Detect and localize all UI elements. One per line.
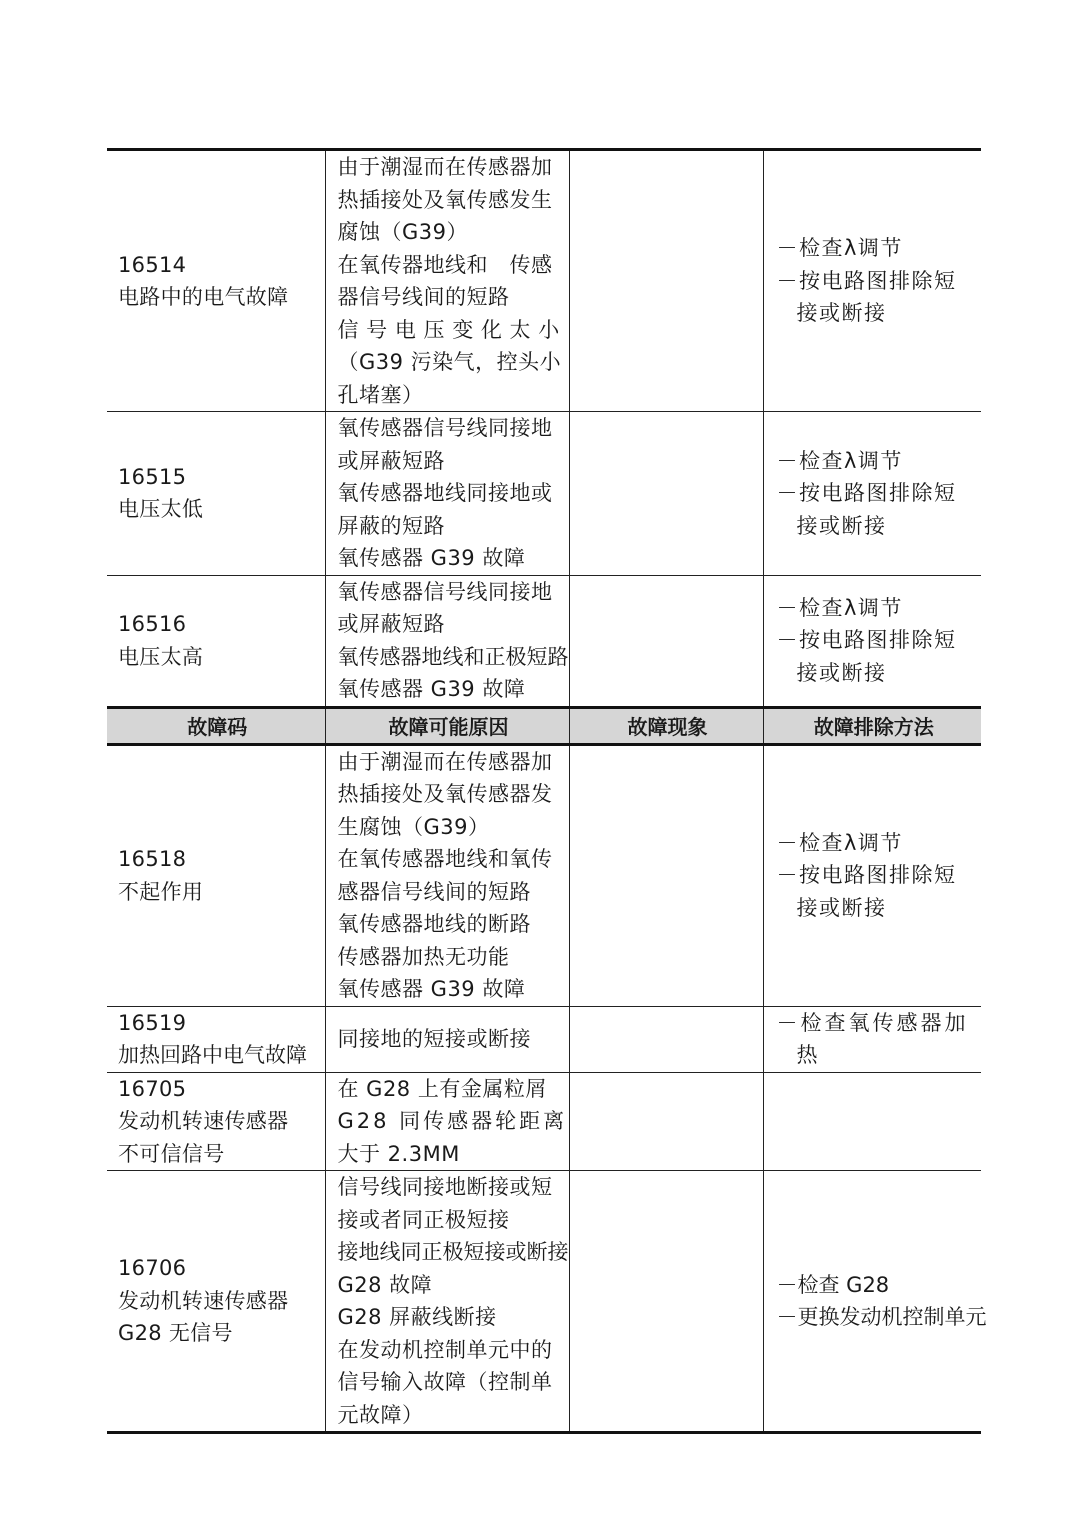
fault-code: 16514 <box>118 252 187 277</box>
cause-cell <box>325 744 569 1006</box>
cause-line: 氧传感器地线的断路 <box>337 912 531 936</box>
remedy-line: －按电路图排除短 <box>776 481 957 505</box>
cause-line: 或屏蔽短路 <box>337 612 445 636</box>
remedy-cell <box>763 150 981 412</box>
cause-line: G28 屏蔽线断接 <box>337 1305 497 1329</box>
remedy-line: －检查λ调节 <box>776 448 903 473</box>
fault-description: G28 无信号 <box>118 1321 233 1346</box>
remedy-cell <box>763 1072 981 1171</box>
cause-cell <box>325 1072 569 1171</box>
fault-code-cell <box>107 1171 325 1433</box>
cause-line: 热插接处及氧传感器发 <box>337 782 553 806</box>
remedy-line: 热 <box>796 1043 819 1067</box>
remedy-line: 接或断接 <box>796 513 887 538</box>
cause-cell <box>325 575 569 707</box>
fault-description: 加热回路中电气故障 <box>118 1043 307 1067</box>
fault-description: 发动机转速传感器 <box>118 1109 289 1133</box>
symptom-cell <box>569 744 763 1006</box>
cause-line: 氧传感器信号线同接地 <box>337 416 553 440</box>
symptom-cell <box>569 575 763 707</box>
fault-code-cell <box>107 150 325 412</box>
cause-line: 在发动机控制单元中的 <box>337 1337 553 1362</box>
remedy-line: 接或断接 <box>796 660 887 685</box>
cause-line: 由于潮湿而在传感器加 <box>337 155 553 179</box>
table-header-row <box>107 707 981 744</box>
cause-line: （G39 污染气，控头小 <box>337 350 562 374</box>
cause-line: 氧传感器信号线同接地 <box>337 579 553 604</box>
remedy-cell <box>763 1171 987 1433</box>
remedy-line: －按电路图排除短 <box>776 863 957 888</box>
fault-code-cell <box>107 412 325 576</box>
cause-line: 元故障） <box>337 1402 424 1427</box>
symptom-cell <box>569 1006 763 1072</box>
cause-cell <box>325 412 569 576</box>
fault-code: 16706 <box>118 1256 187 1281</box>
fault-code-cell <box>107 575 325 707</box>
remedy-line: －更换发动机控制单元 <box>776 1305 987 1329</box>
cause-line: 接或者同正极短接 <box>337 1207 510 1232</box>
cause-line: 氧传感器 G39 故障 <box>337 977 526 1001</box>
fault-description: 电路中的电气故障 <box>118 285 289 309</box>
cause-line: 信 号 电 压 变 化 太 小 <box>337 317 560 342</box>
cause-line: 氧传感器 G39 故障 <box>337 677 526 701</box>
cause-line: 传感器加热无功能 <box>337 944 510 969</box>
remedy-line: 接或断接 <box>796 301 887 326</box>
cause-line: 接地线同正极短接或断接 <box>337 1240 569 1264</box>
cause-line: 或屏蔽短路 <box>337 448 445 473</box>
table-row <box>107 744 981 1006</box>
cause-line: 腐蚀（G39） <box>337 220 468 244</box>
cause-line: 氧传感器地线同接地或 <box>337 481 553 505</box>
fault-code-cell <box>107 744 325 1006</box>
table-row <box>107 575 981 707</box>
table-row <box>107 412 981 576</box>
cause-cell <box>325 1171 569 1433</box>
cause-line: 大于 2.3MM <box>337 1141 460 1166</box>
cause-cell <box>325 1006 569 1072</box>
table-row <box>107 1072 981 1171</box>
table-row <box>107 1171 981 1433</box>
remedy-line: －检查λ调节 <box>776 595 903 620</box>
symptom-cell <box>569 1171 763 1433</box>
header-fault-cause: 故障可能原因 <box>325 707 569 744</box>
header-fault-symptom: 故障现象 <box>569 707 763 744</box>
cause-line: 信号线同接地断接或短 <box>337 1175 553 1199</box>
fault-description: 发动机转速传感器 <box>118 1288 289 1313</box>
cause-line: G28 故障 <box>337 1272 433 1297</box>
remedy-line: －按电路图排除短 <box>776 268 957 293</box>
symptom-cell <box>569 150 763 412</box>
header-fault-remedy: 故障排除方法 <box>763 707 981 744</box>
remedy-line: －检查λ调节 <box>776 830 903 855</box>
remedy-line: －检查λ调节 <box>776 236 903 261</box>
fault-description: 不可信信号 <box>118 1141 225 1166</box>
cause-line: 器信号线间的短路 <box>337 285 510 309</box>
table-row <box>107 150 981 412</box>
remedy-line: 接或断接 <box>796 895 887 920</box>
remedy-line: －检查氧传感器加 <box>776 1010 969 1035</box>
cause-line: 在 G28 上有金属粒屑 <box>337 1076 547 1101</box>
cause-line: 孔堵塞） <box>337 382 424 407</box>
fault-description: 不起作用 <box>118 879 204 904</box>
cause-line: 生腐蚀（G39） <box>337 814 490 839</box>
fault-description: 电压太低 <box>118 497 204 522</box>
remedy-line: －检查 G28 <box>776 1272 890 1297</box>
header-fault-code: 故障码 <box>107 707 325 744</box>
fault-code: 16518 <box>118 847 187 871</box>
cause-line: 在氧传器地线和 传感 <box>337 252 553 277</box>
fault-code: 16705 <box>118 1076 187 1101</box>
fault-code: 16519 <box>118 1010 187 1035</box>
fault-code-table <box>107 148 987 1434</box>
symptom-cell <box>569 412 763 576</box>
fault-code: 16516 <box>118 612 187 636</box>
remedy-cell <box>763 744 981 1006</box>
cause-line: 在氧传感器地线和氧传 <box>337 847 553 871</box>
fault-code-cell <box>107 1006 325 1072</box>
fault-description: 电压太高 <box>118 644 204 669</box>
cause-line: G28 同传感器轮距离 <box>337 1109 568 1133</box>
cause-line: 信号输入故障（控制单 <box>337 1370 553 1394</box>
cause-line: 氧传感器 G39 故障 <box>337 546 526 570</box>
cause-line: 热插接处及氧传感发生 <box>337 187 553 212</box>
cause-line: 由于潮湿而在传感器加 <box>337 749 553 774</box>
cause-line: 同接地的短接或断接 <box>337 1026 531 1051</box>
table-row <box>107 1006 981 1072</box>
fault-code: 16515 <box>118 464 187 489</box>
fault-code-cell <box>107 1072 325 1171</box>
cause-line: 氧传感器地线和正极短路 <box>337 644 569 669</box>
remedy-cell <box>763 575 981 707</box>
remedy-line: －按电路图排除短 <box>776 628 957 653</box>
remedy-cell <box>763 412 981 576</box>
symptom-cell <box>569 1072 763 1171</box>
cause-line: 屏蔽的短路 <box>337 513 445 538</box>
cause-cell <box>325 150 569 412</box>
cause-line: 感器信号线间的短路 <box>337 879 531 904</box>
remedy-cell <box>763 1006 981 1072</box>
